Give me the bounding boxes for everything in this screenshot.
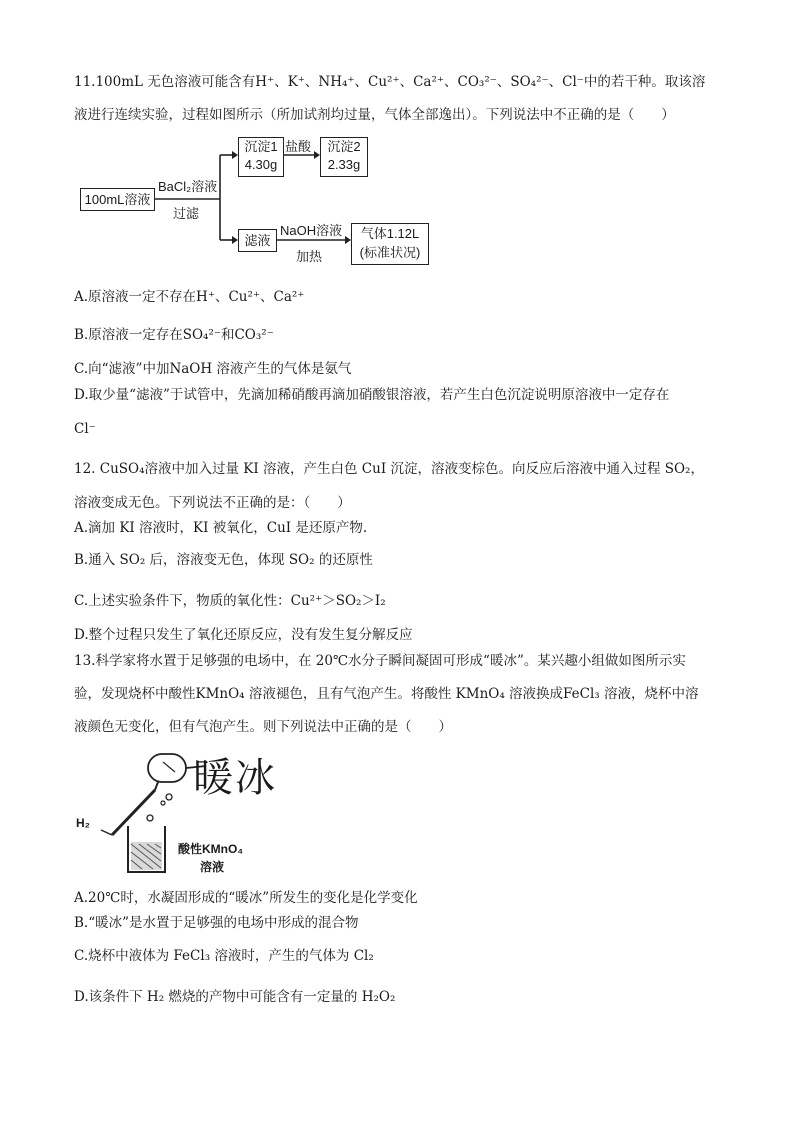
q12-stem-line-1: 12. CuSO₄溶液中加入过量 KI 溶液，产生白色 CuI 沉淀，溶液变棕色。向反应后溶液中通入过程 SO₂，: [74, 461, 704, 477]
solution-label-line-1: 酸性KMnO₄: [178, 842, 244, 856]
q13-option-d: D.该条件下 H₂ 燃烧的产物中可能含有一定量的 H₂O₂: [74, 989, 396, 1005]
solution-label-line-2: 溶液: [200, 860, 225, 874]
flow-filtrate-box: 滤液: [238, 229, 277, 252]
q13-stem-line-2: 验，发现烧杯中酸性KMnO₄ 溶液褪色，且有气泡产生。将酸性 KMnO₄ 溶液换成FeCl₃ 溶液，烧杯中溶: [74, 686, 699, 702]
flow-step-heat: 加热: [296, 249, 323, 264]
q12-option-b: B.通入 SO₂ 后，溶液变无色，体现 SO₂ 的还原性: [74, 552, 373, 568]
flow-reagent-bacl2: BaCl₂溶液: [158, 179, 218, 194]
q13-option-c: C.烧杯中液体为 FeCl₃ 溶液时，产生的气体为 Cl₂: [74, 948, 374, 964]
flow-ppt1-mass: 4.30g: [244, 157, 278, 172]
hydrogen-gas-label: H₂: [76, 816, 90, 830]
q13-option-b: B.“暖冰”是水置于足够强的电场中形成的混合物: [74, 915, 359, 931]
q11-stem-line-2: 液进行连续实验，过程如图所示（所加试剂均过量，气体全部逸出）。下列说法中不正确的是（ ）: [74, 107, 675, 123]
q13-option-a: A.20℃时，水凝固形成的“暖冰”所发生的变化是化学变化: [74, 890, 418, 906]
q11-option-d-line-1: D.取少量“滤液”于试管中，先滴加稀硝酸再滴加硝酸银溶液，若产生白色沉淀说明原溶液中一定存在: [74, 387, 670, 403]
flow-ppt2-label: 沉淀2: [327, 139, 361, 154]
q11-option-c: C.向“滤液”中加NaOH 溶液产生的气体是氨气: [74, 361, 352, 377]
q11-option-a: A.原溶液一定不存在H⁺、Cu²⁺、Ca²⁺: [74, 289, 305, 305]
flow-reagent-hcl: 盐酸: [285, 139, 312, 154]
q11-option-b: B.原溶液一定存在SO₄²⁻和CO₃²⁻: [74, 327, 274, 343]
q12-stem-line-2: 溶液变成无色。下列说法不正确的是：（ ）: [74, 495, 351, 511]
flow-ppt1-label: 沉淀1: [244, 139, 278, 154]
q12-option-c: C.上述实验条件下，物质的氧化性：Cu²⁺＞SO₂＞I₂: [74, 593, 386, 609]
flow-ppt2-mass: 2.33g: [327, 157, 361, 172]
q13-stem-line-1: 13.科学家将水置于足够强的电场中，在 20℃水分子瞬间凝固可形成“暖冰”。某兴趣小组做如图所示实: [74, 653, 686, 669]
flow-step-filter: 过滤: [173, 206, 200, 221]
warm-ice-title: 暖冰: [193, 755, 277, 801]
q12-option-a: A.滴加 KI 溶液时，KI 被氧化，CuI 是还原产物.: [74, 520, 368, 536]
flow-gas-condition: (标准状况): [359, 245, 421, 260]
q13-stem-line-3: 液颜色无变化，但有气泡产生。则下列说法中正确的是（ ）: [74, 719, 452, 735]
flow-start-box: 100mL溶液: [80, 188, 155, 211]
flow-reagent-naoh: NaOH溶液: [280, 223, 343, 238]
flow-gas-volume: 气体1.12L: [360, 226, 420, 241]
q11-option-d-line-2: Cl⁻: [74, 421, 96, 437]
q11-stem-line-1: 11.100mL 无色溶液可能含有H⁺、K⁺、NH₄⁺、Cu²⁺、Ca²⁺、CO₃²⁻、SO₄²⁻、Cl⁻中的若干种。取该溶: [74, 74, 706, 90]
q12-option-d: D.整个过程只发生了氧化还原反应，没有发生复分解反应: [74, 627, 413, 643]
